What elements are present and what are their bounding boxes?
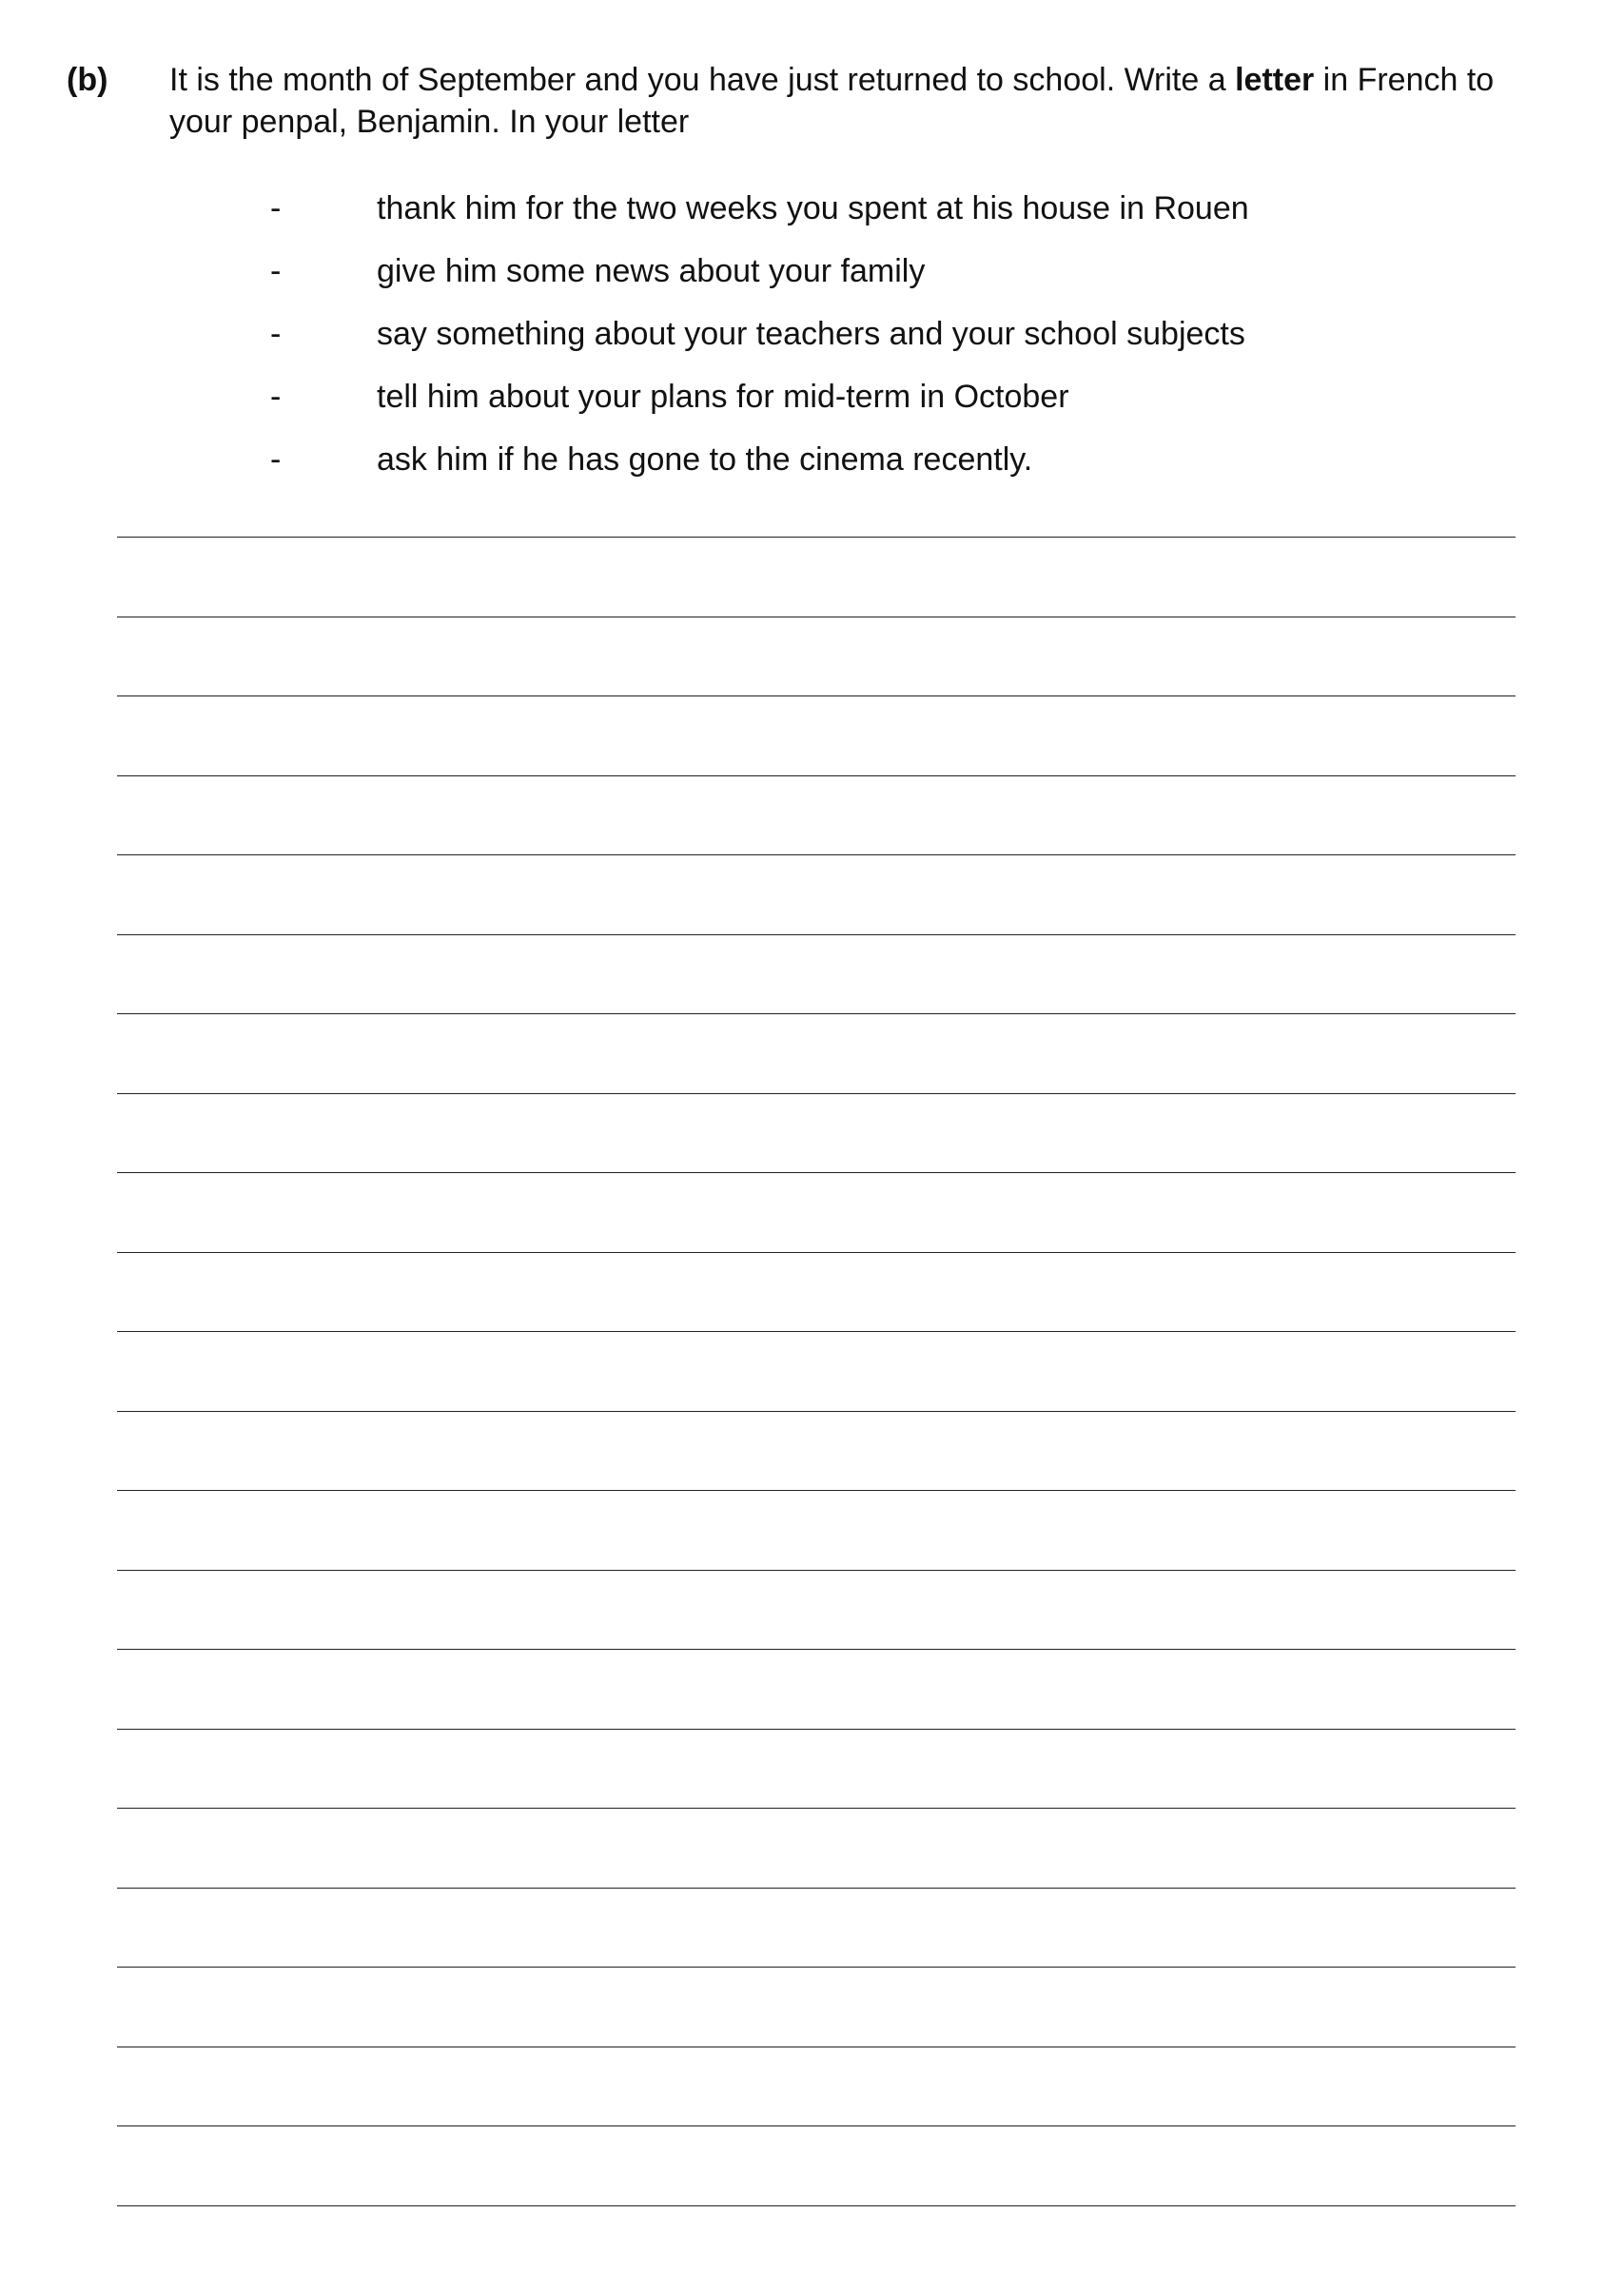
- answer-line: [117, 775, 1516, 776]
- instruction-text: give him some news about your family: [377, 253, 926, 289]
- answer-line: [117, 2125, 1516, 2126]
- answer-line: [117, 1888, 1516, 1889]
- question-label: (b): [67, 62, 108, 98]
- answer-line: [117, 1172, 1516, 1173]
- prompt-text-start: It is the month of September and you have just returned to school. Write a: [169, 62, 1236, 98]
- bullet-dash: -: [270, 441, 282, 478]
- answer-line: [117, 934, 1516, 935]
- answer-line: [117, 1808, 1516, 1809]
- answer-line: [117, 537, 1516, 538]
- bullet-dash: -: [270, 190, 282, 226]
- answer-area[interactable]: [117, 0, 1516, 2272]
- answer-line: [117, 854, 1516, 855]
- instruction-text: say something about your teachers and your school subjects: [377, 316, 1245, 352]
- bullet-dash: -: [270, 316, 282, 352]
- answer-line: [117, 2205, 1516, 2206]
- instruction-text: ask him if he has gone to the cinema recently.: [377, 441, 1033, 478]
- instruction-text: thank him for the two weeks you spent at his house in Rouen: [377, 190, 1249, 226]
- answer-line: [117, 1490, 1516, 1491]
- answer-line: [117, 1093, 1516, 1094]
- instruction-text: tell him about your plans for mid-term in October: [377, 379, 1069, 415]
- bullet-dash: -: [270, 253, 282, 289]
- answer-line: [117, 1013, 1516, 1014]
- answer-line: [117, 1729, 1516, 1730]
- prompt-text-end: in French to your penpal, Benjamin. In your letter: [169, 62, 1495, 140]
- answer-line: [117, 1967, 1516, 1968]
- answer-line: [117, 1252, 1516, 1253]
- answer-line: [117, 1649, 1516, 1650]
- answer-line: [117, 1570, 1516, 1571]
- prompt-bold-word: letter: [1235, 62, 1315, 98]
- answer-line: [117, 1411, 1516, 1412]
- bullet-dash: -: [270, 379, 282, 415]
- answer-line: [117, 695, 1516, 696]
- answer-line: [117, 1331, 1516, 1332]
